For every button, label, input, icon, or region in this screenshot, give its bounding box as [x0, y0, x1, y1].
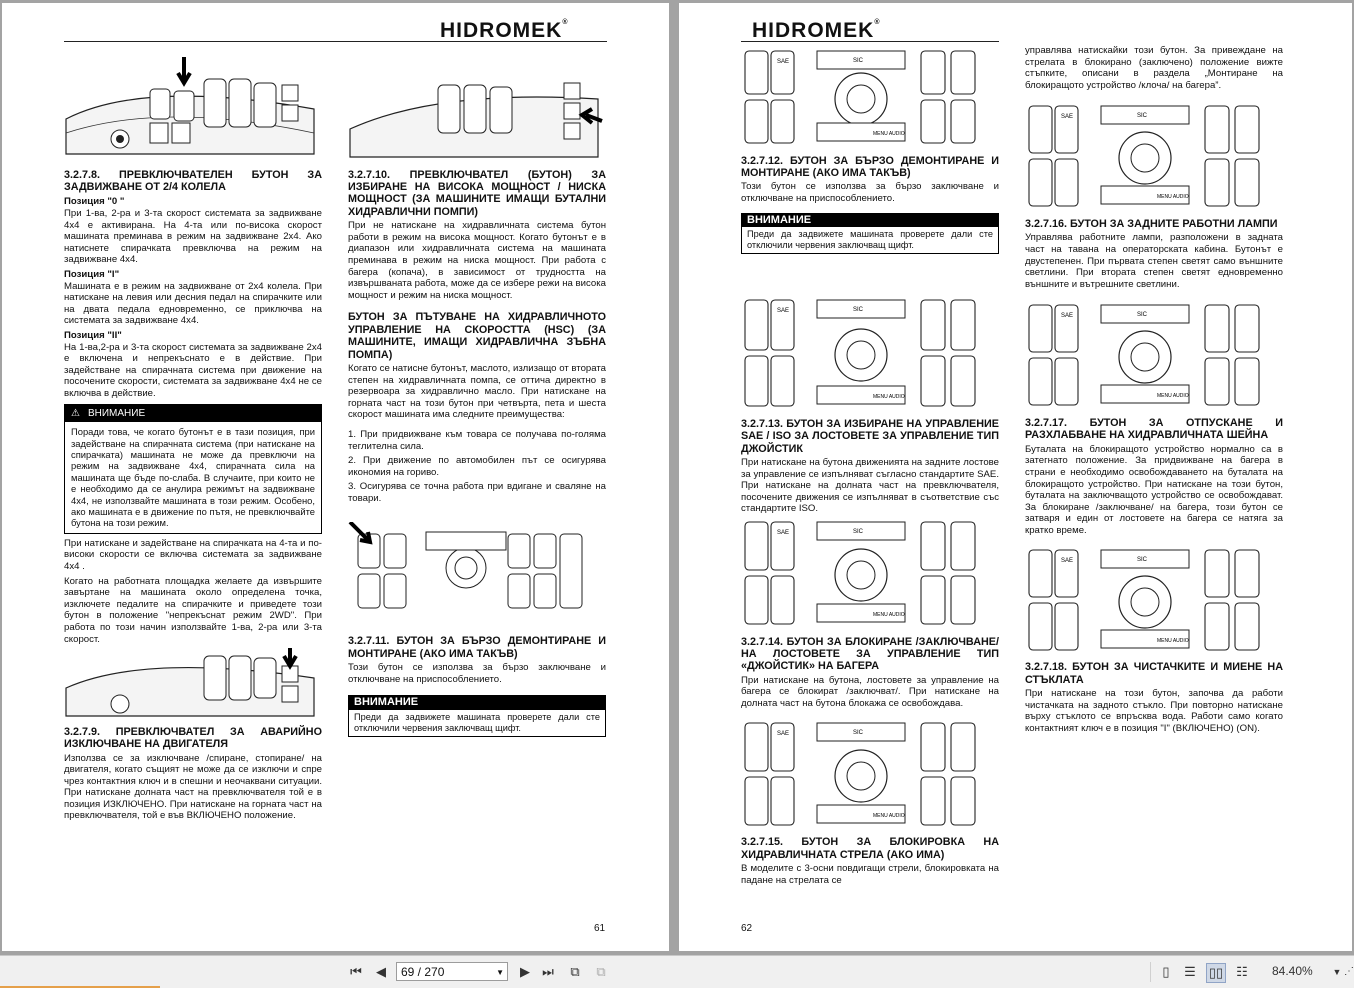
sae-label: SAE: [777, 59, 790, 65]
page-number: 61: [594, 923, 606, 934]
keypad-illustration: [1025, 102, 1265, 210]
paragraph: В моделите с 3-осни повдигащи стрели, блокировката на падане на стрелата се: [741, 862, 999, 886]
sae-label: SAE: [1061, 557, 1074, 564]
sic-label: SIC: [853, 58, 864, 64]
right-column-1: [741, 47, 999, 889]
paragraph: При не натискане на хидравличната система бутон работи в режим на висока мощност. Когато бутонът е в диапазон или хидравличната система на машината преминава в режим на ниска мощност. При работа с багера (копача), в зависимост от трудността на извършваната работа, може да се избере режи на висока мощност и режим на ниска мощност.: [348, 220, 606, 301]
warning-box: [741, 213, 999, 255]
list-item: 3. Осигурява се точна работа при вдигане и сваляне на товари.: [348, 481, 606, 504]
keypad-illustration: [741, 719, 981, 829]
menu-audio-label: MENU AUDIO: [1157, 393, 1189, 400]
paragraph: При натискане на бутона движенията на задните лостове за управление се изпълняват съгласно стандартите SAE. При натискане на долната част на превключвателя, посочените движения се изпълняват в съответствие със стандартите ISO.: [741, 457, 999, 515]
sae-label: SAE: [1061, 114, 1074, 121]
two-page-view-icon[interactable]: ▯▯: [1206, 963, 1226, 983]
next-page-icon[interactable]: ▶: [520, 964, 530, 979]
page-number-field[interactable]: [396, 962, 508, 981]
menu-audio-label: MENU AUDIO: [873, 394, 905, 401]
warning-box: [64, 404, 322, 534]
menu-audio-label: MENU AUDIO: [1157, 637, 1189, 644]
left-column-1: [64, 49, 322, 825]
warning-text: Преди да задвижете машината проверете дали сте отключили червения заключващ щифт.: [747, 229, 993, 251]
chevron-down-icon[interactable]: ▼: [496, 968, 504, 977]
header-rule: [64, 41, 607, 42]
menu-audio-label: MENU AUDIO: [873, 131, 905, 137]
keypad-illustration: [741, 47, 981, 147]
viewer-toolbar: [0, 955, 1354, 988]
sic-label: SIC: [1137, 556, 1148, 563]
two-page-continuous-icon[interactable]: ☷: [1236, 964, 1248, 979]
last-page-icon[interactable]: ⏭: [542, 964, 554, 979]
right-column-2: [1025, 45, 1283, 737]
previous-view-icon[interactable]: ⧉: [570, 964, 580, 979]
page-number: 62: [741, 923, 753, 934]
subheading: Позиция "II": [64, 329, 122, 341]
paragraph: Буталата на блокиращото устройство нормално са в затегнато положение. За придвижване на багера в страни е необходимо освобождаването на буталата на блокиращото устройство. При натискане на този бутон, буталата на заключващото устройство се освобождават. За блокиране /заключване/ на багера, този бутон се затваря и един от лостовете на багера се натяга за кратко време.: [1025, 443, 1283, 536]
sic-label: SIC: [853, 729, 864, 736]
menu-audio-label: MENU AUDIO: [1157, 194, 1189, 201]
warning-title: ВНИМАНИЕ: [349, 696, 605, 710]
subheading: Позиция "0 ": [64, 196, 125, 208]
sic-label: SIC: [1137, 113, 1148, 120]
chevron-down-icon[interactable]: ▼: [1332, 967, 1342, 977]
paragraph: При натискане на този бутон, започва да работи чистачката на задното стъкло. При повторно натискане върху стъклото се впръсква вода. Работи само когато контактният ключ е в позиция "I" (ВКЛЮЧЕНО) (ON).: [1025, 687, 1283, 734]
section-title: 3.2.7.11. БУТОН ЗА БЪРЗО ДЕМОНТИРАНЕ И МОНТИРАНЕ (АКО ИМА ТАКЪВ): [348, 635, 606, 660]
section-title: 3.2.7.10. ПРЕВКЛЮЧВАТЕЛ (БУТОН) ЗА ИЗБИРАНЕ НА ВИСОКА МОЩНОСТ / НИСКА МОЩНОСТ (ЗА МАШИНИТЕ ИМАЩИ БУТАЛНИ ХИДРАВЛИЧНИ ПОМПИ): [348, 168, 606, 218]
sic-label: SIC: [853, 307, 864, 314]
section-title: 3.2.7.17. БУТОН ЗА ОТПУСКАНЕ И РАЗХЛАБВАНЕ НА ХИДРАВЛИЧНАТА ШЕЙНА: [1025, 416, 1283, 442]
keypad-illustration: [348, 522, 606, 628]
paragraph: На 1-ва,2-ра и 3-та скорост системата за задвижване 2x4 е включена и непрекъснато е в действие. При задействане на спирачната система при движение на посочените скорости, системата за задвижване 4x4 не се включва в действие.: [64, 341, 322, 399]
separator: [1150, 962, 1151, 982]
menu-audio-label: MENU AUDIO: [873, 812, 905, 819]
console-illustration: [348, 49, 606, 161]
page-field-value: 69 / 270: [401, 965, 445, 979]
keypad-illustration: [1025, 546, 1265, 654]
console-illustration: [64, 648, 322, 718]
paragraph: Използва се за изключване /спиране, стопиране/ на двигателя, когато същият не може да се изключи и спре чрез контактния ключ и в спешни и неочаквани ситуации. При натискане долната част на превключвателя той е в позиция ИЗКЛЮЧЕНО. При натискане на горната част на превключвателя, той е във ВКЛЮЧЕНО положение.: [64, 752, 322, 822]
first-page-icon[interactable]: ⏮: [350, 964, 362, 979]
continuous-view-icon[interactable]: ☰: [1184, 964, 1196, 979]
resize-grip-icon[interactable]: ⋰: [1344, 966, 1354, 977]
list-item: 2. При движение по автомобилен път се осигурява икономия на гориво.: [348, 455, 606, 478]
previous-page-icon[interactable]: ◀: [376, 964, 386, 979]
single-page-view-icon[interactable]: ▯: [1162, 964, 1170, 979]
sae-label: SAE: [777, 529, 790, 536]
page-62: [679, 3, 1352, 951]
hidromek-logo: HIDROMEK®: [752, 19, 881, 42]
warning-title: ВНИМАНИЕ: [742, 214, 998, 228]
next-view-icon[interactable]: ⧉: [596, 964, 606, 979]
paragraph: При 1-ва, 2-ра и 3-та скорост системата за задвижване 4x4 е активирана. На 4-та или по-високa скорост машината преминава в режим на задвижване 2x4. Ако натиснете спирачката превключва на режим на задвижване 4x4.: [64, 208, 322, 266]
warning-box: [348, 695, 606, 737]
hidromek-logo: HIDROMEK®: [440, 19, 569, 42]
warning-title: ВНИМАНИЕ: [87, 407, 146, 419]
section-title: 3.2.7.15. БУТОН ЗА БЛОКИРОВКА НА ХИДРАВЛИЧНАТА СТРЕЛА (АКО ИМА): [741, 836, 999, 861]
sic-label: SIC: [1137, 312, 1148, 319]
section-title: 3.2.7.16. БУТОН ЗА ЗАДНИТЕ РАБОТНИ ЛАМПИ: [1025, 217, 1278, 230]
zoom-level[interactable]: 84.40%: [1272, 964, 1313, 978]
keypad-illustration: [741, 518, 981, 628]
section-title: 3.2.7.12. БУТОН ЗА БЪРЗО ДЕМОНТИРАНЕ И МОНТИРАНЕ (АКО ИМА ТАКЪВ): [741, 154, 999, 179]
sae-label: SAE: [777, 730, 790, 737]
sae-label: SAE: [1061, 313, 1074, 320]
section-title: 3.2.7.14. БУТОН ЗА БЛОКИРАНЕ /ЗАКЛЮЧВАНЕ/ НА ЛОСТОВЕТЕ ЗА УПРАВЛЕНИЕ ТИП «ДЖОЙСТИК» НА БАГЕРА: [741, 635, 999, 673]
subheading: Позиция "I": [64, 268, 120, 280]
sae-label: SAE: [777, 308, 790, 315]
paragraph: управлява натискайки този бутон. За привеждане на стрелата в блокирано (заключено) положение вижте стъпките, описани в раздела „Монтиране на блокиращото устройство /клоча/ на багера”.: [1025, 45, 1283, 91]
paragraph: Машината е в режим на задвижване от 2x4 колела. При натискане на левия или десния педал на спирачките или на двата педала едновременно, се приключва на системата за задвижване 4x4.: [64, 280, 322, 327]
section-title: 3.2.7.8. ПРЕВКЛЮЧВАТЕЛЕН БУТОН ЗА ЗАДВИЖВАНЕ ОТ 2/4 КОЛЕЛА: [64, 168, 322, 193]
console-illustration: [64, 49, 322, 161]
warning-text: Поради това, че когато бутонът е в тази позиция, при задействане на спирачната система (при натискане на спирачката) машината не може да превключи на режим на задвижване 4x4, спирачната сила на машината ще бъде по-слаба. В случаите, при които не е необходимо да се анулира режимът на задвижване 4x4, не използвайте машината в този режим. Особено, ако машината е в движение по пътя, не превключвайте бутона на този режим.: [71, 426, 315, 529]
paragraph: Управлява работните лампи, разположени в задната част на тавана на операторската кабина. Бутонът е двустепенен. При първата степен светят само външните светлини. При втората степен светят едновременно външните и вътрешните светлини.: [1025, 232, 1283, 290]
paragraph: Този бутон се използва за бързо заключване и отключване на приспособлението.: [348, 661, 606, 685]
paragraph: Този бутон се използва за бързо заключване и отключване на приспособлението.: [741, 181, 999, 204]
left-column-2: [348, 49, 606, 741]
menu-audio-label: MENU AUDIO: [873, 611, 905, 618]
paragraph: Когато се натисне бутонът, маслото, излизащо от втората степен на хидравличната помпа, се оттича директно в резервоара за хидравлично масло. При натискане на горната част на този бутон при четвърта, пета и шеста скорост машината има следните преимущества:: [348, 363, 606, 421]
section-title: 3.2.7.9. ПРЕВКЛЮЧВАТЕЛ ЗА АВАРИЙНО ИЗКЛЮЧВАНЕ НА ДВИГАТЕЛЯ: [64, 725, 322, 751]
page-61: [2, 3, 669, 951]
warning-icon: ⚠: [71, 407, 80, 419]
list-item: 1. При придвижване към товара се получава по-голяма теглителна сила.: [348, 428, 606, 452]
keypad-illustration: [741, 296, 981, 410]
paragraph: При натискане на бутона, лостовете за управление на багера се блокират /заключват/. При натискане на долната част на бутона блокажа се освобождава.: [741, 674, 999, 709]
header-rule: [741, 41, 999, 42]
paragraph: При натискане и задействане на спирачката на 4-та и по-високи скорости се включва системата за задвижване 4x4 .: [64, 537, 322, 572]
paragraph: Когато на работната площадка желаете да извършите завъртане на машината около определена точка, изключете педалите на спирачките и приведете този бутон в положение "непрекъснат режим 2WD". При работа по този начин използвайте 1-ва, 2-ра или 3-та скорост.: [64, 575, 322, 645]
keypad-illustration: [1025, 301, 1265, 409]
warning-text: Преди да задвижете машината проверете дали сте отключили червения заключващ щифт.: [354, 711, 600, 733]
sic-label: SIC: [853, 528, 864, 535]
section-title: БУТОН ЗА ПЪТУВАНЕ НА ХИДРАВЛИЧНОТО УПРАВЛЕНИЕ НА СКОРОСТТА (HSC) (ЗА МАШИНИТЕ, ИМАЩИ ХИДРАВЛИЧНА ЗЪБНА ПОМПА): [348, 311, 606, 361]
section-title: 3.2.7.13. БУТОН ЗА ИЗБИРАНЕ НА УПРАВЛЕНИЕ SAE / ISO ЗА ЛОСТОВЕТЕ ЗА УПРАВЛЕНИЕ ТИП ДЖОЙСТИК: [741, 417, 999, 455]
section-title: 3.2.7.18. БУТОН ЗА ЧИСТАЧКИТЕ И МИЕНЕ НА СТЪКЛАТА: [1025, 661, 1283, 686]
